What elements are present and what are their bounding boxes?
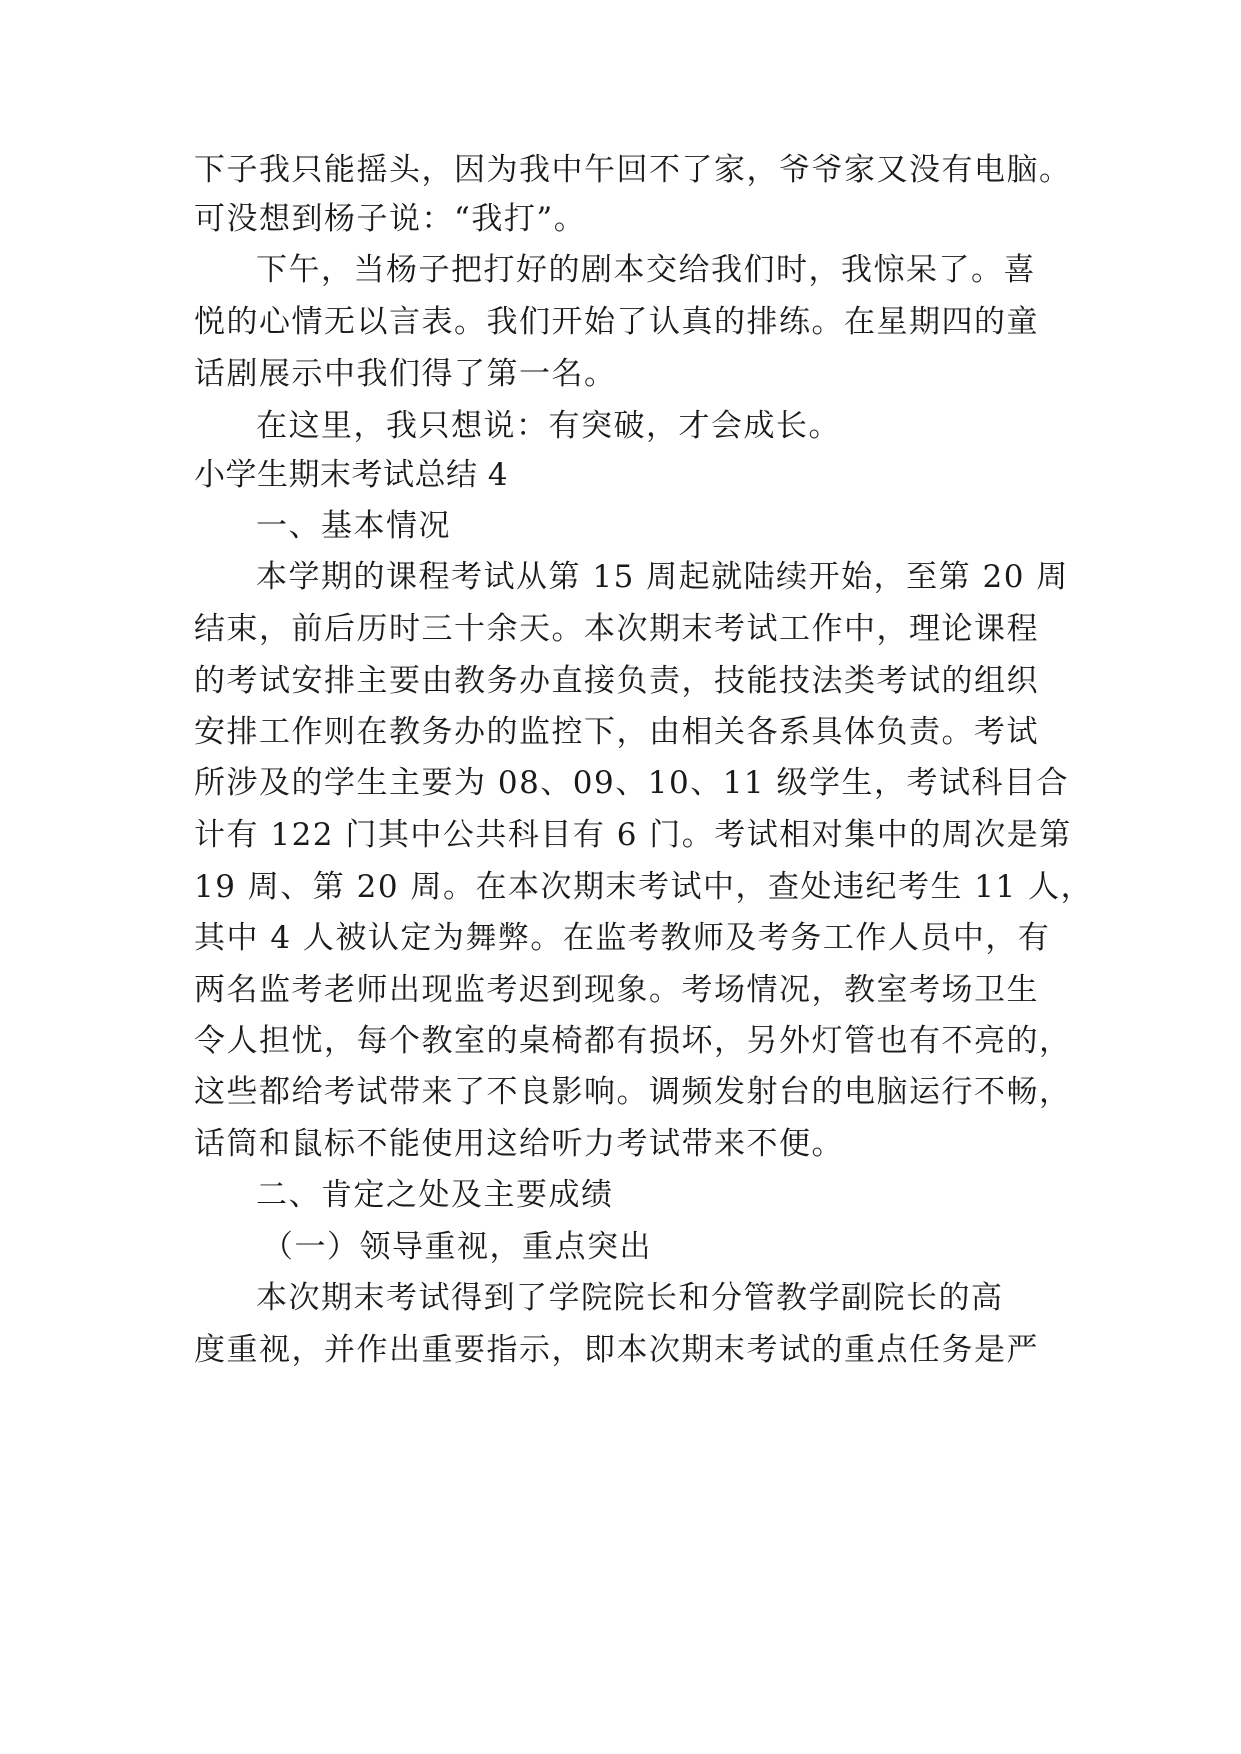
subsection-heading: （一）领导重视，重点突出 xyxy=(262,1229,652,1265)
body-text-line: 话筒和鼠标不能使用这给听力考试带来不便。 xyxy=(194,1126,844,1162)
body-text-line: 的考试安排主要由教务办直接负责，技能技法类考试的组织 xyxy=(194,663,1039,699)
body-text-line: 其中 4 人被认定为舞弊。在监考教师及考务工作人员中，有 xyxy=(194,920,1051,956)
body-text-line: 令人担忧，每个教室的桌椅都有损坏，另外灯管也有不亮的， xyxy=(194,1023,1072,1059)
body-text-line: 两名监考老师出现监考迟到现象。考场情况，教室考场卫生 xyxy=(194,972,1039,1008)
body-text-line: 在这里，我只想说：有突破，才会成长。 xyxy=(256,408,841,444)
section-heading: 一、基本情况 xyxy=(256,508,451,544)
body-text-line: 结束，前后历时三十余天。本次期末考试工作中，理论课程 xyxy=(194,611,1039,647)
body-text-line: 悦的心情无以言表。我们开始了认真的排练。在星期四的童 xyxy=(194,304,1039,340)
body-text-line: 计有 122 门其中公共科目有 6 门。考试相对集中的周次是第 xyxy=(194,817,1072,853)
body-text-line: 安排工作则在教务办的监控下，由相关各系具体负责。考试 xyxy=(194,714,1039,750)
body-text-line: 下子我只能摇头，因为我中午回不了家，爷爷家又没有电脑。 xyxy=(194,152,1072,188)
section-heading: 二、肯定之处及主要成绩 xyxy=(256,1177,614,1213)
body-text-line: 这些都给考试带来了不良影响。调频发射台的电脑运行不畅， xyxy=(194,1074,1072,1110)
body-text-line: 下午，当杨子把打好的剧本交给我们时，我惊呆了。喜 xyxy=(256,252,1036,288)
body-text-line: 本学期的课程考试从第 15 周起就陆续开始，至第 20 周 xyxy=(256,559,1069,595)
body-text-line: 可没想到杨子说：“我打”。 xyxy=(194,201,587,237)
body-text-line: 19 周、第 20 周。在本次期末考试中，查处违纪考生 11 人， xyxy=(194,869,1094,905)
body-text-line: 所涉及的学生主要为 08、09、10、11 级学生，考试科目合 xyxy=(194,765,1069,801)
body-text-line: 本次期末考试得到了学院院长和分管教学副院长的高 xyxy=(256,1280,1004,1316)
body-text-line: 话剧展示中我们得了第一名。 xyxy=(194,356,617,392)
section-title: 小学生期末考试总结 4 xyxy=(194,457,509,493)
body-text-line: 度重视，并作出重要指示，即本次期末考试的重点任务是严 xyxy=(194,1332,1039,1368)
